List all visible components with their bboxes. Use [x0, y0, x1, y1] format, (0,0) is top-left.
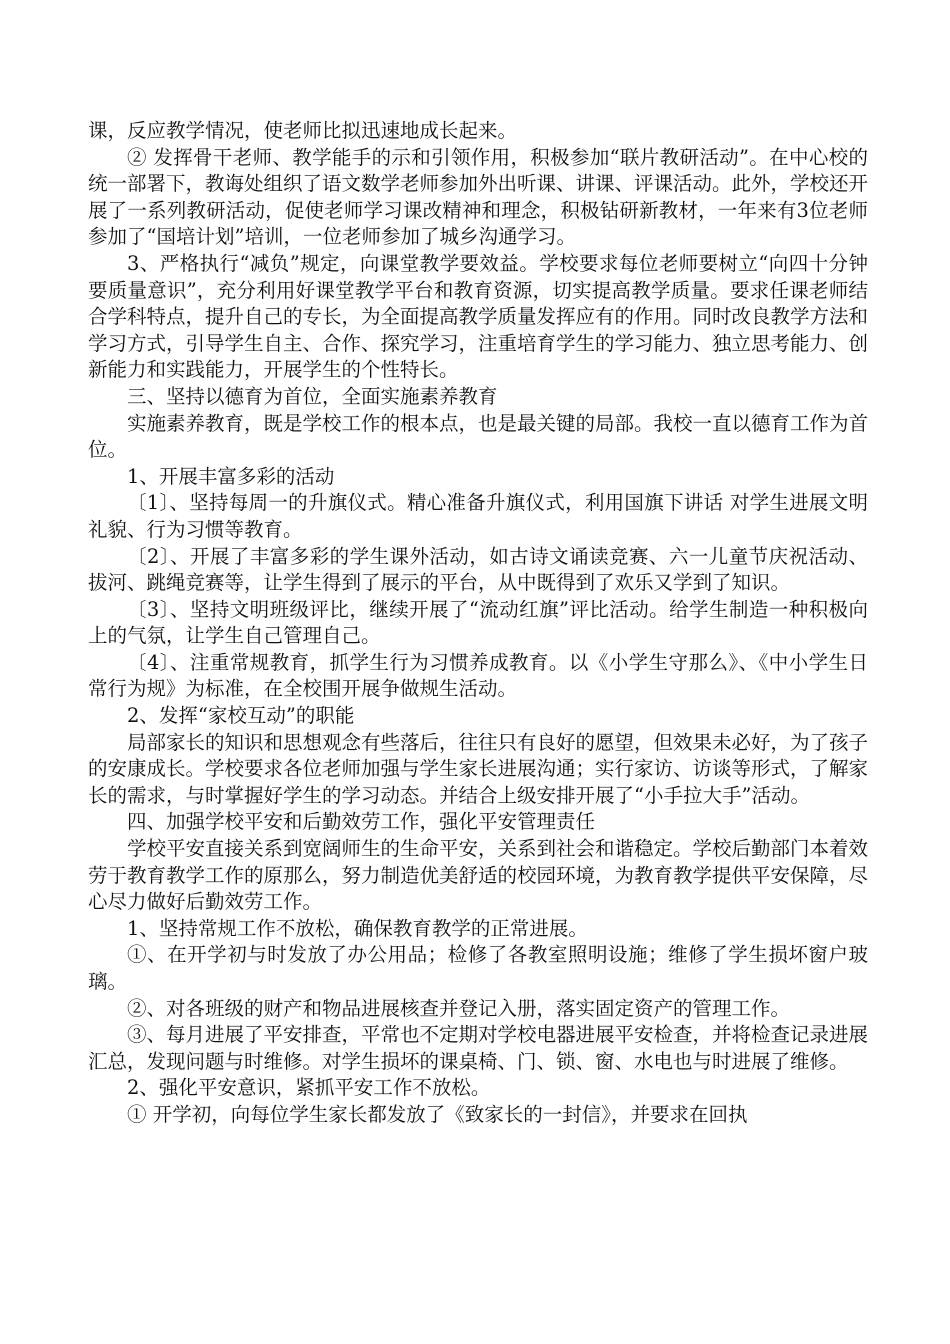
paragraph: ① 开学初，向每位学生家长都发放了《致家长的一封信》，并要求在回执	[127, 1102, 748, 1126]
section-heading: 三、坚持以德育为首位，全面实施素养教育	[127, 384, 498, 408]
paragraph: 实施素养教育，既是学校工作的根本点，也是最关键的局部。我校一直以德育工作为首位。	[88, 411, 869, 462]
paragraph: ③、每月进展了平安排查，平常也不定期对学校电器进展平安检查，并将检查记录进展汇总，发现问题与时维修。对学生损坏的课桌椅、门、锁、窗、水电也与时进展了维修。	[88, 1023, 869, 1073]
section-heading: 四、加强学校平安和后勤效劳工作，强化平安管理责任	[127, 810, 596, 834]
subsection-heading: 2、发挥“家校互动”的职能	[127, 704, 355, 728]
subsection-heading: 2、强化平安意识，紧抓平安工作不放松。	[127, 1076, 491, 1100]
paragraph: 局部家长的知识和思想观念有些落后，往往只有良好的愿望，但效果未必好，为了孩子的安康成长。学校要求各位老师加强与学生家长进展沟通；实行家访、访谈等形式，了解家长的需求，与时掌握好学生的学习动态。并结合上级安排开展了“小手拉大手”活动。	[88, 730, 869, 807]
paragraph: ② 发挥骨干老师、教学能手的示和引领作用，积极参加“联片教研活动”。在中心校的统一部署下，教诲处组织了语文数学老师参加外出听课、讲课、评课活动。此外，学校还开展了一系列教研活动，促使老师学习课改精神和理念，积极钻研新教材，一年来有3位老师参加了“国培计划”培训，一位老师参加了城乡沟通学习。	[88, 145, 869, 249]
subsection-heading: 1、坚持常规工作不放松，确保教育教学的正常进展。	[127, 916, 588, 940]
paragraph: ①、在开学初与时发放了办公用品；检修了各教室照明设施；维修了学生损坏窗户玻璃。	[88, 943, 868, 993]
paragraph: 〔2〕、开展了丰富多彩的学生课外活动，如古诗文诵读竞赛、六一儿童节庆祝活动、拔河、跳绳竞赛等，让学生得到了展示的平台，从中既得到了欢乐又学到了知识。	[88, 544, 868, 595]
paragraph: 3、严格执行“减负”规定，向课堂教学要效益。学校要求每位老师要树立“向四十分钟要质量意识”，充分利用好课堂教学平台和教育资源，切实提高教学质量。要求任课老师结合学科特点，提升自己的专长，为全面提高教学质量发挥应有的作用。同时改良教学方法和学习方式，引导学生自主、合作、探究学习，注重培育学生的学习能力、独立思考能力、创新能力和实践能力，开展学生的个性特长。	[88, 251, 869, 382]
paragraph: 学校平安直接关系到宽阔师生的生命平安，关系到社会和谐稳定。学校后勤部门本着效劳于教育教学工作的原那么，努力制造优美舒适的校园环境，为教育教学提供平安保障，尽心尽力做好后勤效劳工作。	[88, 837, 869, 914]
paragraph: 〔1〕、坚持每周一的升旗仪式。精心准备升旗仪式，利用国旗下讲话 对学生进展文明礼貌、行为习惯等教育。	[88, 491, 868, 541]
paragraph: ②、对各班级的财产和物品进展核查并登记入册，落实固定资产的管理工作。	[127, 996, 791, 1020]
paragraph: 〔4〕、注重常规教育，抓学生行为习惯养成教育。以《小学生守那么》、《中小学生日常行为规》为标准，在全校围开展争做规生活动。	[88, 650, 868, 701]
document-page	[88, 118, 868, 1129]
paragraph: 〔3〕、坚持文明班级评比，继续开展了“流动红旗”评比活动。给学生制造一种积极向上的气氛，让学生自己管理自己。	[88, 597, 868, 648]
subsection-heading: 1、开展丰富多彩的活动	[127, 464, 335, 488]
paragraph: 课，反应教学情况，使老师比拟迅速地成长起来。	[88, 119, 518, 142]
